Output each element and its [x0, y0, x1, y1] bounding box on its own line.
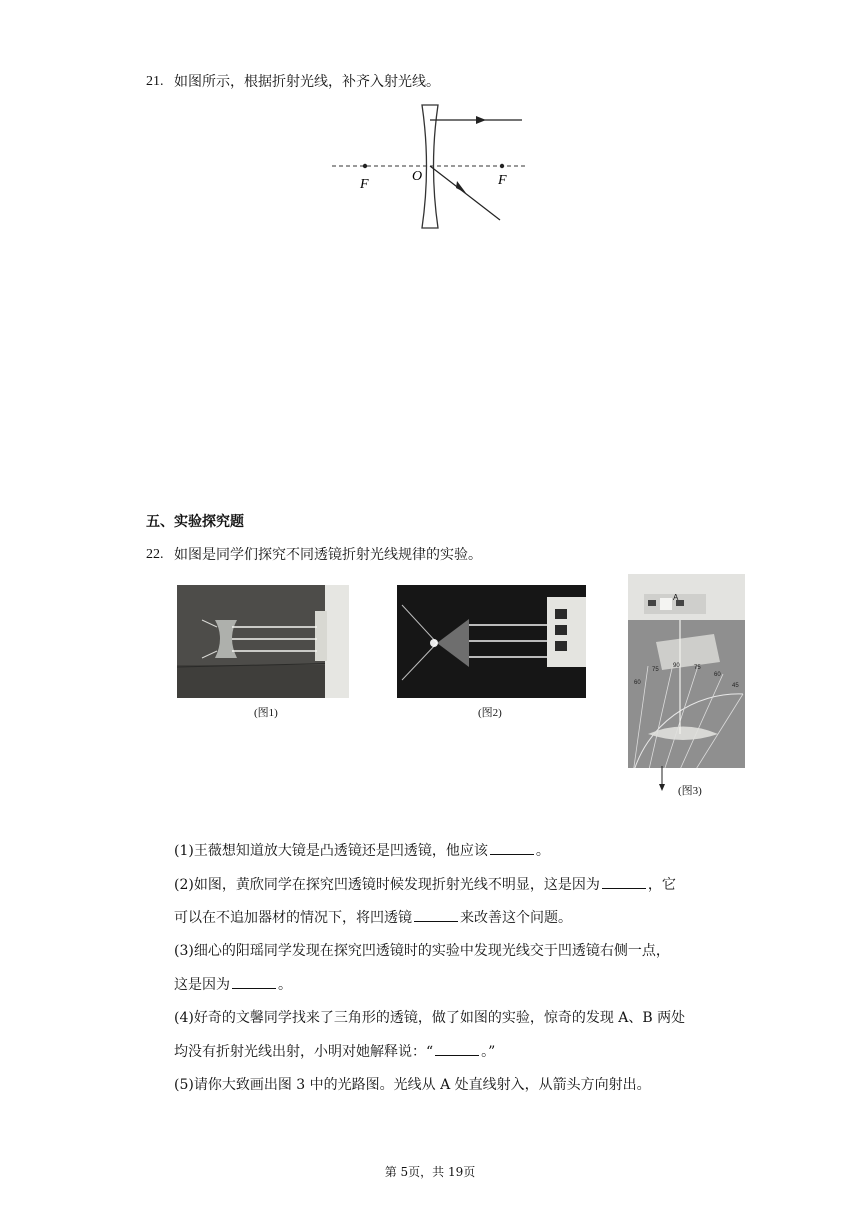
- answer-blank[interactable]: [232, 974, 276, 989]
- scale-label-1: 75: [652, 667, 659, 673]
- concave-lens-diagram: [330, 100, 530, 235]
- subquestion-2-end: ，它: [647, 877, 676, 893]
- optical-center-label: O: [412, 169, 423, 184]
- answer-blank[interactable]: [490, 840, 534, 855]
- focus-right-point: [500, 164, 504, 168]
- answer-blank[interactable]: [435, 1041, 479, 1056]
- figure-3-caption: (图3): [678, 785, 702, 797]
- focus-right-label: F: [498, 173, 507, 188]
- subquestion-5: (5)请你大致画出图 3 中的光路图。光线从 A 处直线射入，从箭头方向射出。: [174, 1077, 651, 1093]
- subquestion-2-continued-end: 来改善这个问题。: [460, 910, 572, 926]
- figure-1-photo: [177, 585, 349, 698]
- figure-2-caption: (图2): [478, 707, 502, 719]
- subquestion-2-line-1: [174, 874, 676, 895]
- refracted-ray-center: [430, 166, 500, 220]
- question-21-number: 21.: [146, 74, 164, 89]
- focus-left-label: F: [360, 177, 369, 192]
- subquestion-4-end: 。”: [481, 1044, 496, 1060]
- figure-1-caption: (图1): [254, 707, 278, 719]
- arrow-down-icon: [656, 766, 668, 792]
- question-22-number: 22.: [146, 547, 164, 562]
- question-22-text: 如图是同学们探究不同透镜折射光线规律的实验。: [174, 547, 482, 563]
- section-title: 五、实验探究题: [146, 514, 244, 530]
- subquestion-2-continued: 可以在不追加器材的情况下，将凹透镜: [174, 910, 412, 926]
- scale-label-0: 60: [634, 680, 641, 686]
- arrow-head-center: [456, 181, 466, 193]
- scale-label-4: 60: [714, 672, 721, 678]
- answer-blank[interactable]: [602, 874, 646, 889]
- question-21-text: 如图所示，根据折射光线，补齐入射光线。: [174, 74, 440, 90]
- scale-label-2: 90: [673, 663, 680, 669]
- figure-2-photo: [397, 585, 586, 698]
- answer-blank[interactable]: [414, 907, 458, 922]
- subquestion-3-text: 这是因为: [174, 977, 230, 993]
- subquestion-2-line-2: [174, 907, 572, 928]
- subquestion-2-text: (2)如图，黄欣同学在探究凹透镜时候发现折射光线不明显，这是因为: [174, 877, 600, 893]
- subquestion-3-end: 。: [278, 977, 292, 993]
- subquestion-4-text: 均没有折射光线出射，小明对她解释说：“: [174, 1044, 434, 1060]
- subquestion-3-line-1: (3)细心的阳瑶同学发现在探究凹透镜时的实验中发现光线交于凹透镜右侧一点，: [174, 943, 670, 959]
- subquestion-1-end: 。: [535, 843, 550, 859]
- scale-label-3: 75: [694, 665, 701, 671]
- subquestion-3-line-2: [174, 974, 292, 995]
- subquestion-1: [174, 840, 550, 861]
- figure-3-photo: [628, 574, 745, 768]
- scale-label-5: 45: [732, 683, 739, 689]
- subquestion-1-text: (1)王薇想知道放大镜是凸透镜还是凹透镜，他应该: [174, 843, 488, 859]
- page-footer: 第 5页，共 19页: [384, 1165, 476, 1179]
- arrow-head-top: [476, 116, 486, 124]
- subquestion-4-line-1: (4)好奇的文馨同学找来了三角形的透镜，做了如图的实验，惊奇的发现 A、B 两处: [174, 1010, 686, 1026]
- figure-3-label-a: A: [673, 593, 679, 602]
- focus-left-point: [363, 164, 367, 168]
- subquestion-4-line-2: [174, 1041, 495, 1062]
